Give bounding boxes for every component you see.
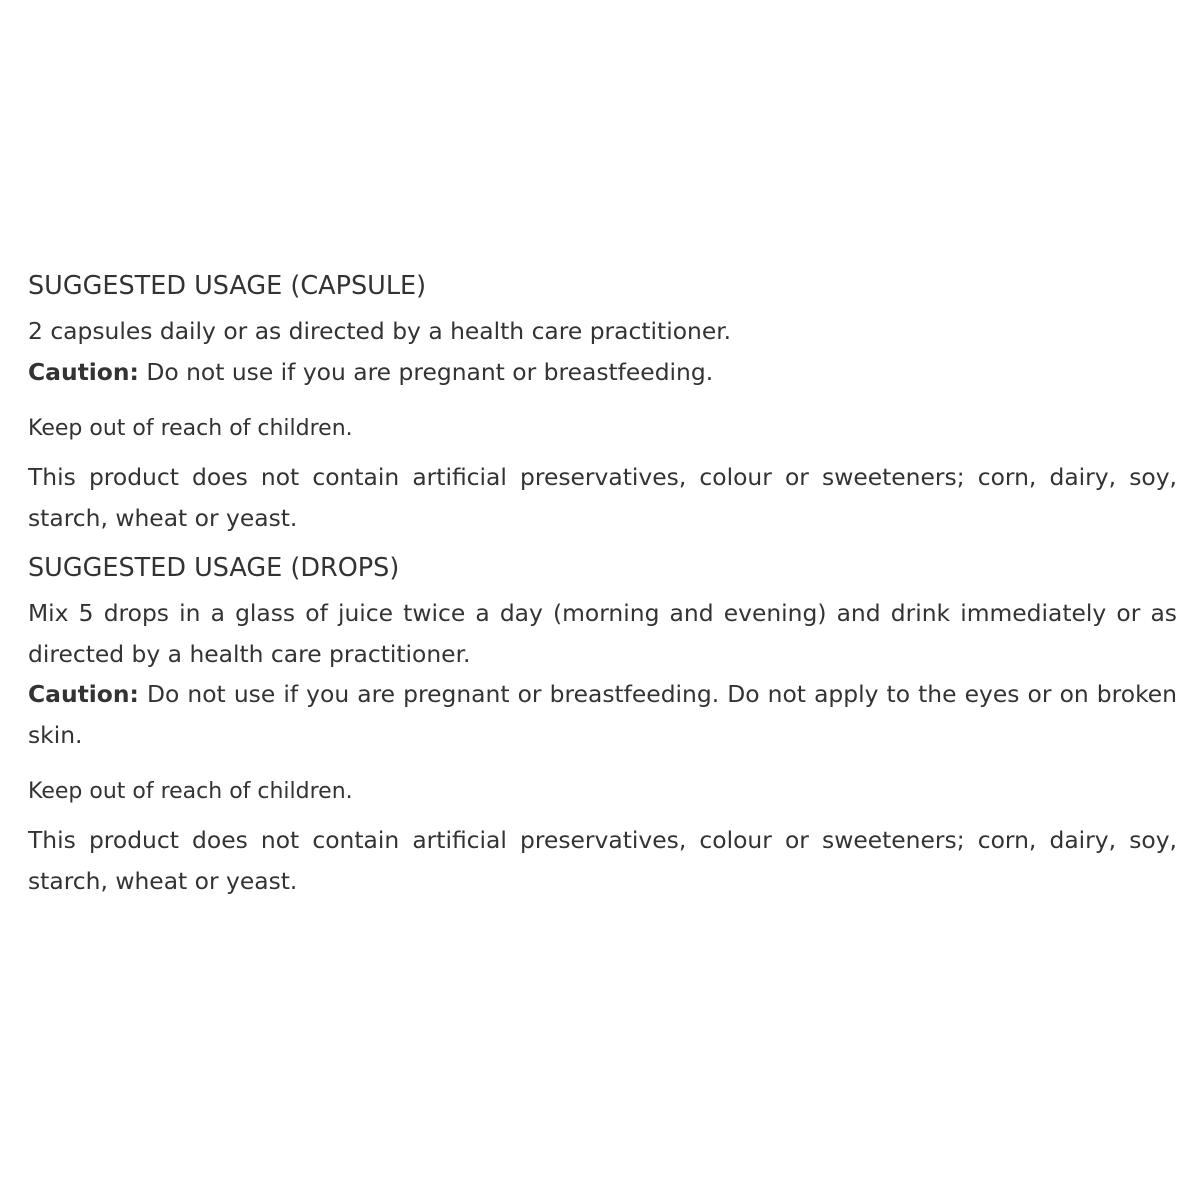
capsule-usage-section <box>28 264 1177 538</box>
caution-text: Do not use if you are pregnant or breastfeeding. <box>138 357 714 386</box>
caution-label: Caution: <box>28 357 139 386</box>
keep-out-warning: Keep out of reach of children. <box>28 779 353 804</box>
section-heading: SUGGESTED USAGE (CAPSULE) <box>28 271 427 301</box>
free-of-statement: This product does not contain artificial preservatives, colour or sweeteners; corn, dairy, soy, starch, wheat or yeast. <box>28 826 1177 895</box>
caution-note <box>28 674 1177 755</box>
usage-document <box>28 264 1177 901</box>
usage-instructions: Mix 5 drops in a glass of juice twice a day (morning and evening) and drink immediately or as directed by a health care practitioner. <box>28 599 1177 668</box>
keep-out-warning: Keep out of reach of children. <box>28 416 353 441</box>
usage-instructions: 2 capsules daily or as directed by a health care practitioner. <box>28 317 732 345</box>
caution-label: Caution: <box>28 680 139 708</box>
caution-note <box>28 352 1177 393</box>
section-heading: SUGGESTED USAGE (DROPS) <box>28 553 400 583</box>
drops-usage-section <box>28 546 1177 901</box>
free-of-statement: This product does not contain artificial preservatives, colour or sweeteners; corn, dairy, soy, starch, wheat or yeast. <box>28 463 1177 532</box>
caution-text: Do not use if you are pregnant or breastfeeding. Do not apply to the eyes or on broken skin. <box>28 680 1177 749</box>
